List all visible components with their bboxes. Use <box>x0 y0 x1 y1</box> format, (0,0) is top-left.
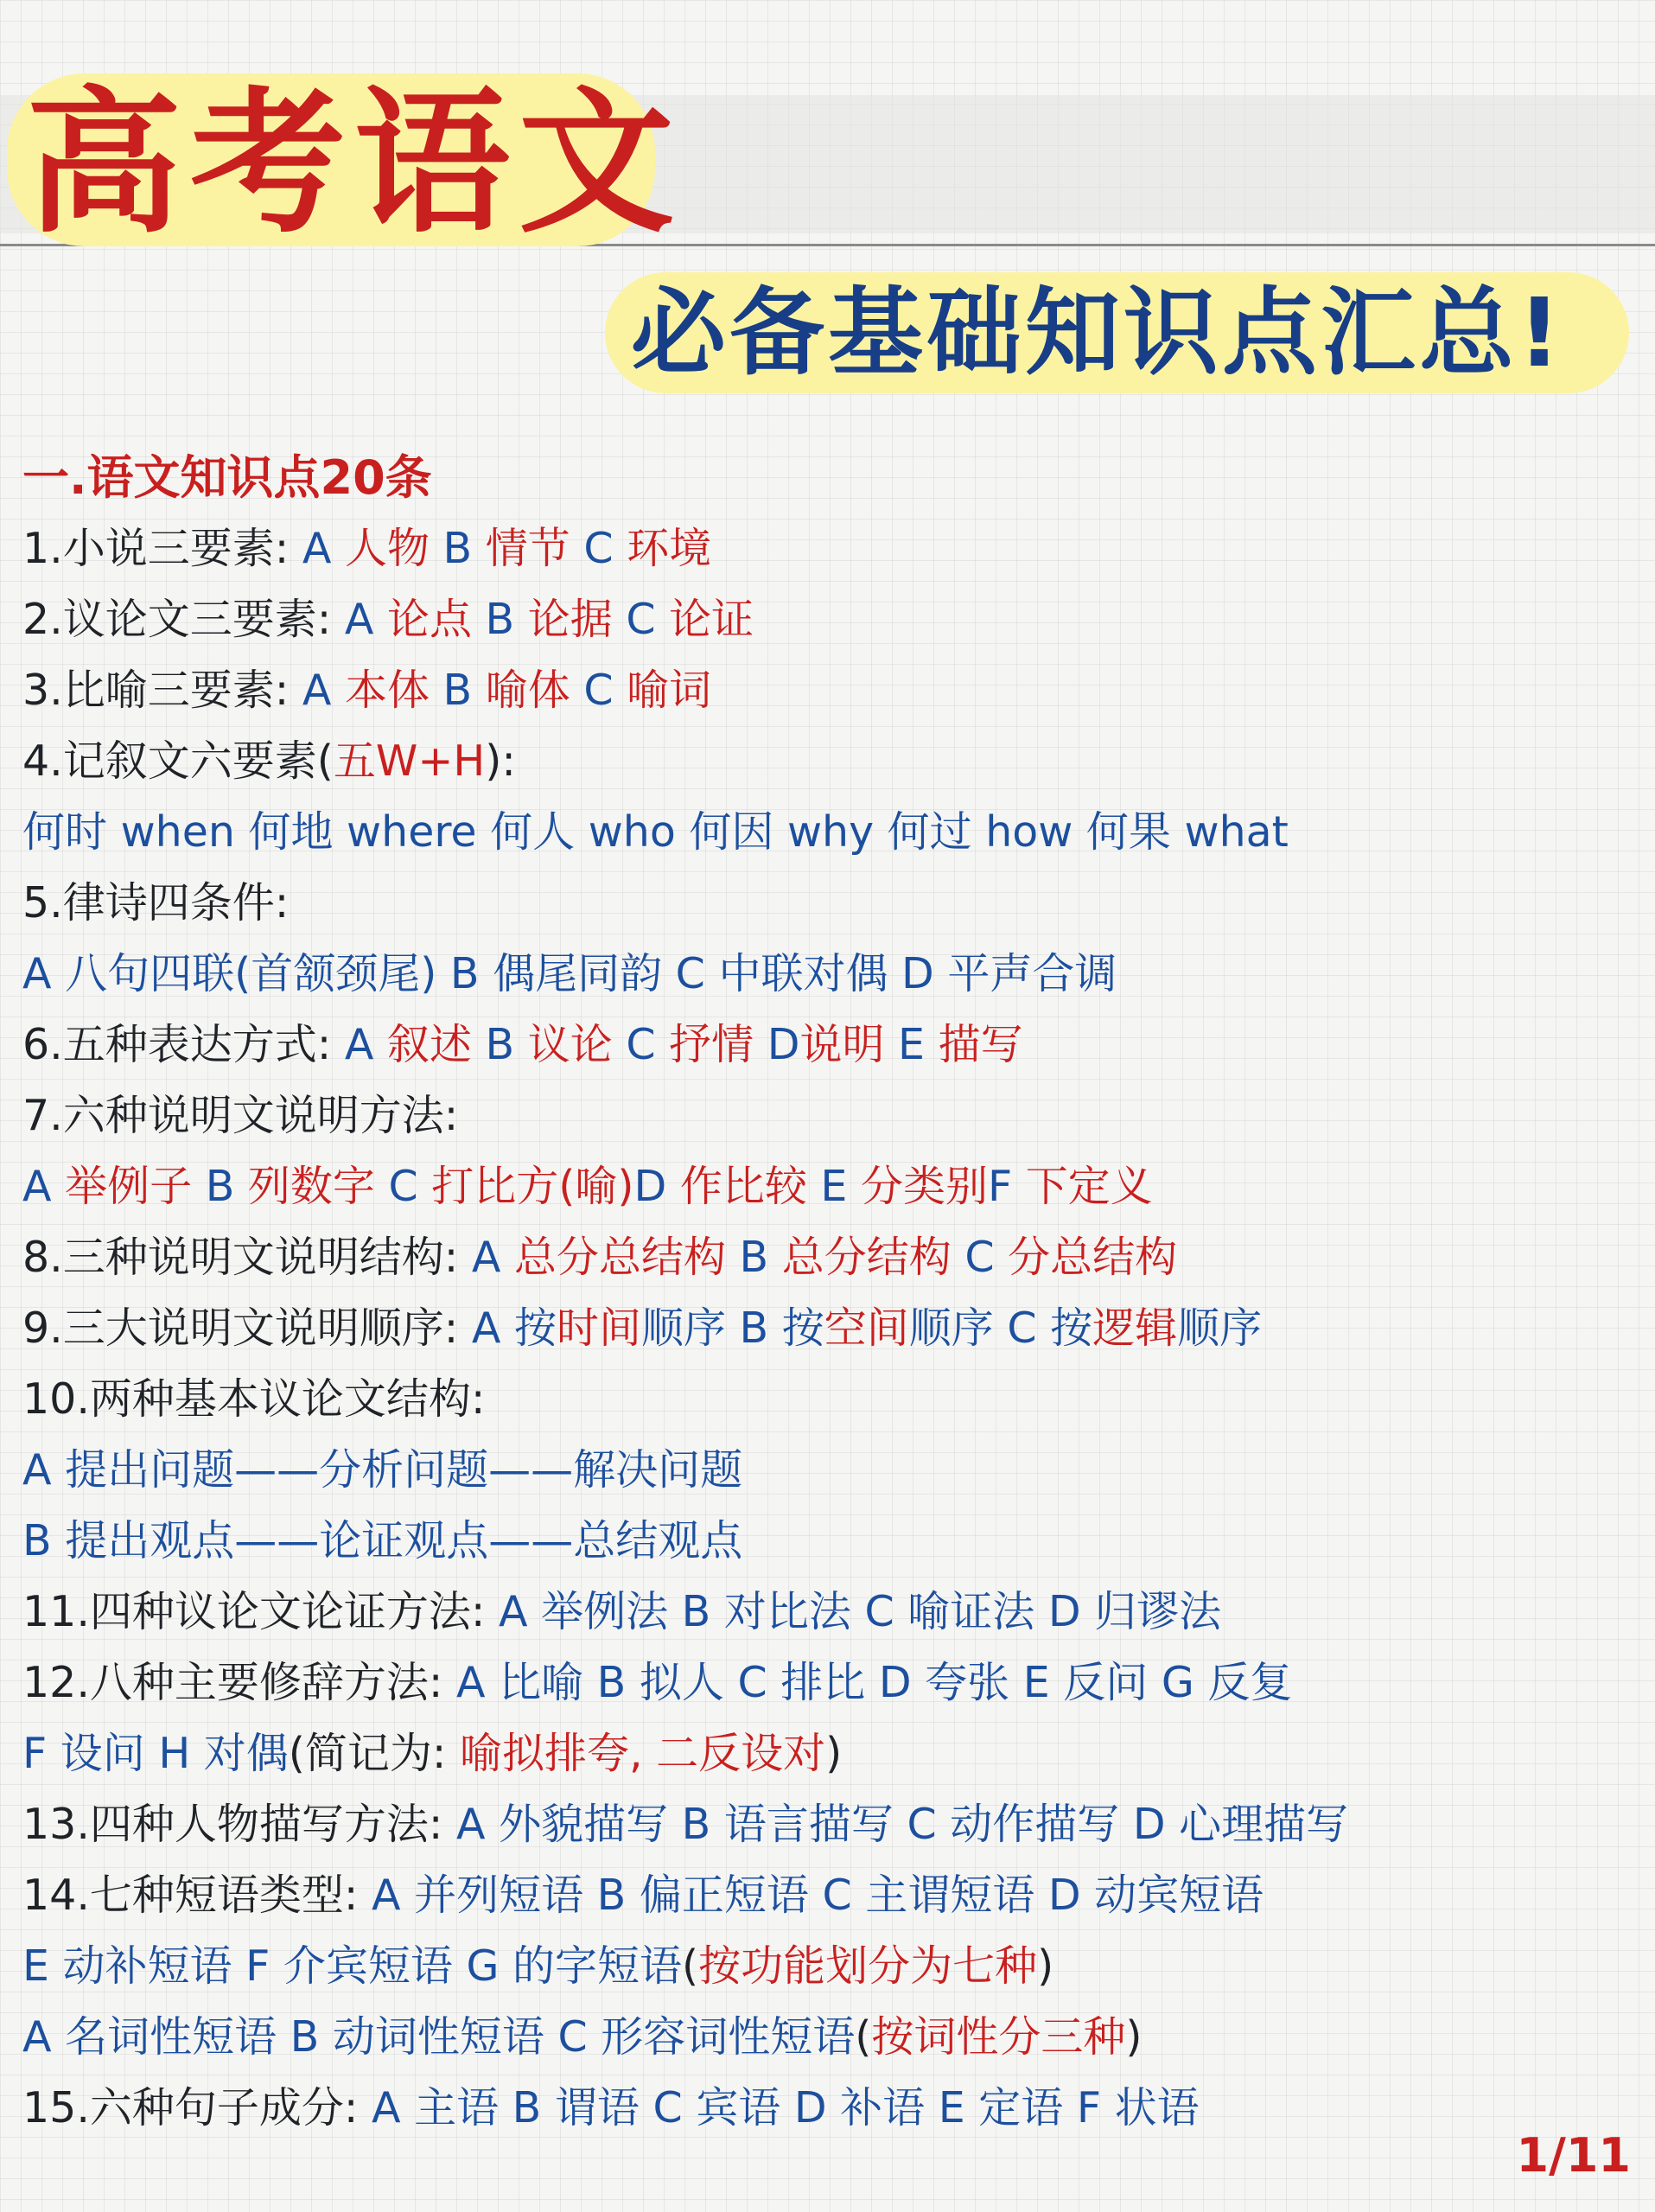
note-text-run: 15.六种句子成分: <box>22 2083 372 2132</box>
note-line <box>22 584 1630 655</box>
note-line <box>22 868 1630 939</box>
note-text-run: 总分总结构 <box>513 1233 726 1282</box>
note-text-run: 论点 <box>386 595 472 644</box>
notes-body <box>22 443 1630 2144</box>
note-line <box>22 1506 1630 1577</box>
note-text-run: 14.七种短语类型: <box>22 1871 372 1920</box>
note-line <box>22 1718 1630 1789</box>
note-line <box>22 1293 1630 1364</box>
note-text-run: A <box>302 666 345 715</box>
note-text-run: 时间 <box>556 1304 641 1353</box>
note-line <box>22 2073 1630 2144</box>
note-text-run: B <box>429 524 486 573</box>
note-text-run: A 主语 B 谓语 C 宾语 D 补语 E 定语 F 状语 <box>372 2083 1200 2132</box>
note-text-run: 叙述 <box>386 1020 472 1069</box>
note-text-run: ( <box>682 1941 699 1991</box>
note-line <box>22 1648 1630 1718</box>
note-line <box>22 1435 1630 1506</box>
note-text-run: 逻辑 <box>1092 1304 1178 1353</box>
note-text-run: 空间 <box>824 1304 909 1353</box>
note-text-run: A 并列短语 B 偏正短语 C 主谓短语 D 动宾短语 <box>372 1871 1264 1920</box>
note-line <box>22 513 1630 584</box>
note-text-run: 五W+H <box>333 736 486 786</box>
note-text-run: A <box>344 595 387 644</box>
note-text-run: 1.小说三要素: <box>22 524 302 573</box>
note-text-run: 何时 when 何地 where 何人 who 何因 why 何过 how 何果 what <box>22 807 1289 857</box>
note-text-run: B <box>192 1162 248 1211</box>
note-text-run: 环境 <box>627 524 712 573</box>
note-text-run: A 八句四联(首颔颈尾) B 偶尾同韵 C 中联对偶 D 平声合调 <box>22 949 1117 998</box>
note-text-run: A <box>344 1020 387 1069</box>
note-text-run: B <box>471 1020 528 1069</box>
note-text-run: B <box>725 1233 782 1282</box>
note-text-run: 9.三大说明文说明顺序: <box>22 1304 472 1353</box>
note-text-run: B <box>429 666 486 715</box>
note-line <box>22 655 1630 726</box>
note-text-run: ( <box>855 2012 872 2062</box>
note-text-run: C <box>570 666 627 715</box>
note-text-run: 顺序 C 按 <box>908 1304 1093 1353</box>
note-text-run: B 提出观点——论证观点——总结观点 <box>22 1516 743 1565</box>
note-text-run: 下定义 <box>1025 1162 1153 1211</box>
note-text-run: 说明 <box>799 1020 885 1069</box>
note-text-run: 分类别 <box>860 1162 988 1211</box>
note-text-run: 议论 <box>527 1020 613 1069</box>
note-line <box>22 1789 1630 1860</box>
note-text-run: 抒情 <box>669 1020 754 1069</box>
note-text-run: 论据 <box>527 595 613 644</box>
note-line <box>22 2002 1630 2073</box>
note-text-run: E <box>884 1020 939 1069</box>
note-text-run: C <box>570 524 627 573</box>
note-text-run: 2.议论文三要素: <box>22 595 345 644</box>
note-text-run: 12.八种主要修辞方法: <box>22 1658 457 1707</box>
note-text-run: D <box>633 1162 680 1211</box>
note-text-run: 分总结构 <box>1008 1233 1178 1282</box>
note-text-run: A <box>471 1233 514 1282</box>
note-text-run: 10.两种基本议论文结构: <box>22 1374 486 1424</box>
page-title: 高考语文 <box>26 73 684 254</box>
note-text-run: 本体 <box>344 666 430 715</box>
note-line <box>22 1151 1630 1222</box>
note-text-run: ) <box>1125 2012 1143 2062</box>
note-text-run: 5.律诗四条件: <box>22 878 290 928</box>
note-text-run: C <box>612 1020 670 1069</box>
note-line <box>22 1081 1630 1151</box>
note-text-run: B <box>471 595 528 644</box>
note-line <box>22 1364 1630 1435</box>
note-text-run: 喻体 <box>485 666 570 715</box>
note-text-run: 11.四种议论文论证方法: <box>22 1587 500 1636</box>
notes-list <box>22 513 1630 2144</box>
note-text-run: A 比喻 B 拟人 C 排比 D 夸张 E 反问 G 反复 <box>456 1658 1293 1707</box>
note-text-run: 8.三种说明文说明结构: <box>22 1233 472 1282</box>
note-line <box>22 797 1630 868</box>
note-text-run: 总分结构 <box>781 1233 952 1282</box>
note-text-run: 按功能划分为七种 <box>698 1941 1038 1991</box>
note-line <box>22 726 1630 797</box>
note-text-run: ): <box>485 736 516 786</box>
note-text-run: F 设问 H 对偶 <box>22 1729 289 1778</box>
note-text-run: A 举例法 B 对比法 C 喻证法 D 归谬法 <box>499 1587 1222 1636</box>
note-text-run: (简记为: <box>288 1729 460 1778</box>
page-subtitle: 必备基础知识点汇总! <box>631 277 1565 388</box>
note-text-run: C <box>374 1162 432 1211</box>
note-text-run: 打比方(喻) <box>431 1162 634 1211</box>
note-text-run: 举例子 <box>65 1162 193 1211</box>
note-text-run: 顺序 B 按 <box>640 1304 824 1353</box>
note-text-run: 6.五种表达方式: <box>22 1020 345 1069</box>
note-text-run: A 按 <box>471 1304 557 1353</box>
note-text-run: C <box>951 1233 1009 1282</box>
note-text-run: A <box>302 524 345 573</box>
note-text-run: 情节 <box>485 524 570 573</box>
note-line <box>22 939 1630 1010</box>
note-text-run: ) <box>825 1729 843 1778</box>
note-text-run: 按词性分三种 <box>871 2012 1126 2062</box>
note-text-run: 7.六种说明文说明方法: <box>22 1091 459 1140</box>
note-line <box>22 1222 1630 1293</box>
note-text-run: ) <box>1037 1941 1054 1991</box>
note-line <box>22 1860 1630 1931</box>
note-text-run: A <box>22 1162 66 1211</box>
note-text-run: 列数字 <box>247 1162 375 1211</box>
note-line <box>22 1577 1630 1648</box>
note-text-run: 描写 <box>938 1020 1023 1069</box>
note-text-run: 4.记叙文六要素( <box>22 736 334 786</box>
note-text-run: 13.四种人物描写方法: <box>22 1800 457 1849</box>
note-line <box>22 1931 1630 2002</box>
note-text-run: C <box>612 595 670 644</box>
note-text-run: A 外貌描写 B 语言描写 C 动作描写 D 心理描写 <box>456 1800 1349 1849</box>
note-text-run: 作比较 <box>679 1162 807 1211</box>
note-text-run: D <box>754 1020 800 1069</box>
note-text-run: E 动补短语 F 介宾短语 G 的字短语 <box>22 1941 682 1991</box>
note-text-run: 论证 <box>669 595 754 644</box>
section-heading: 一.语文知识点20条 <box>22 450 432 505</box>
note-text-run: 喻词 <box>627 666 712 715</box>
note-text-run: F <box>988 1162 1026 1211</box>
page-indicator: 1/11 <box>1516 2128 1631 2183</box>
note-text-run: 顺序 <box>1177 1304 1263 1353</box>
note-text-run: E <box>806 1162 861 1211</box>
note-line <box>22 1010 1630 1081</box>
note-text-run: 人物 <box>344 524 430 573</box>
note-text-run: 3.比喻三要素: <box>22 666 302 715</box>
note-text-run: 喻拟排夸, 二反设对 <box>459 1729 826 1778</box>
note-text-run: A 名词性短语 B 动词性短语 C 形容词性短语 <box>22 2012 856 2062</box>
note-text-run: A 提出问题——分析问题——解决问题 <box>22 1445 743 1495</box>
